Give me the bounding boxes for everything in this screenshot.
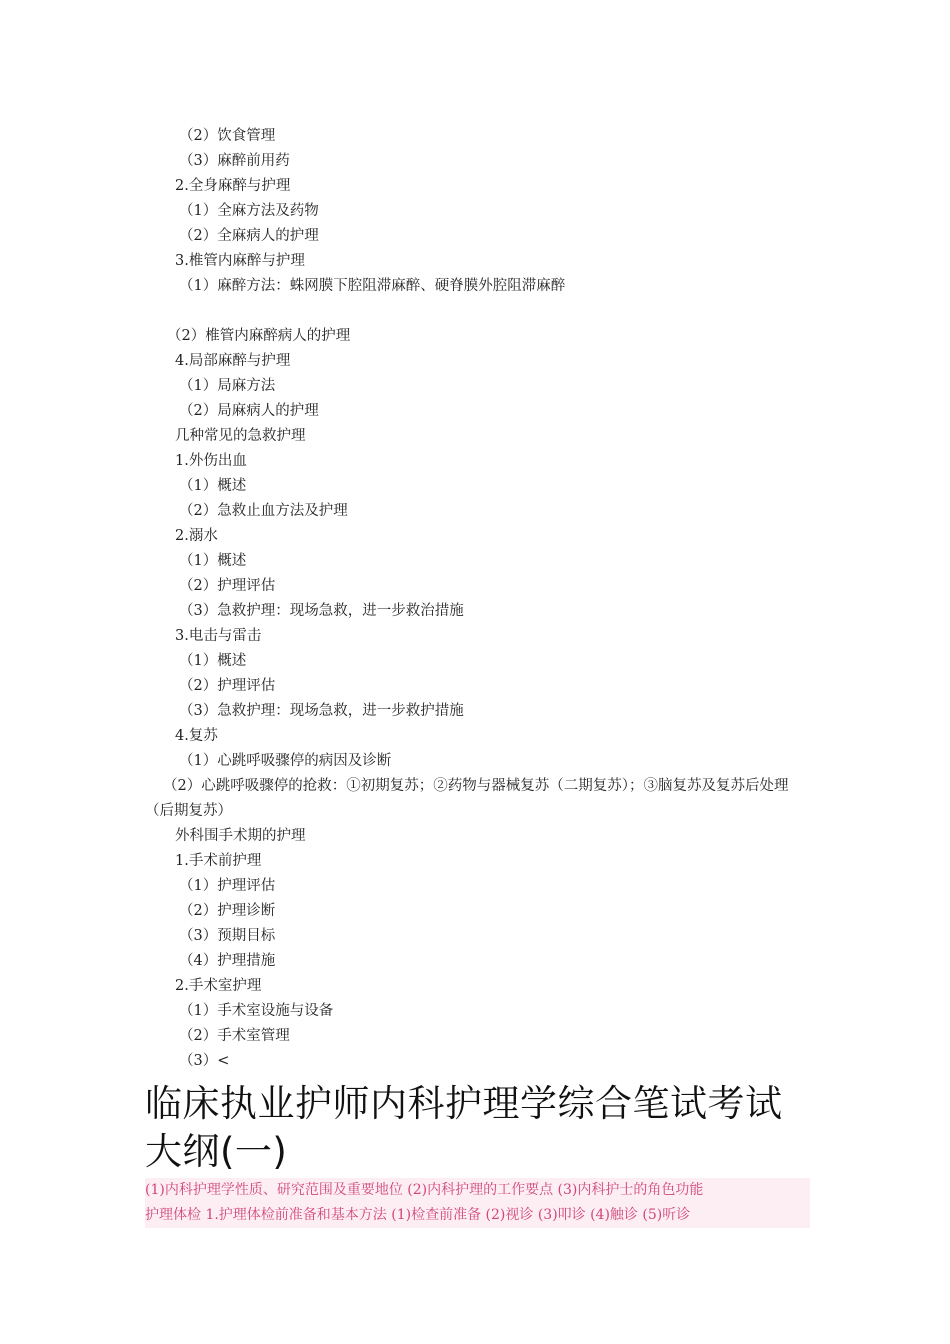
outline-line: （2）护理评估: [179, 678, 276, 694]
outline-line: （1）概述: [179, 653, 247, 669]
outline-line: 4.复苏: [175, 728, 218, 744]
outline-line: （2）护理诊断: [179, 903, 276, 919]
outline-line: （4）护理措施: [179, 953, 276, 969]
summary-line-1: (1)内科护理学性质、研究范围及重要地位 (2)内科护理的工作要点 (3)内科护士的角色功能: [145, 1182, 704, 1198]
summary-line-2: 护理体检 1.护理体检前准备和基本方法 (1)检查前准备 (2)视诊 (3)叩诊 (4)触诊 (5)听诊: [145, 1207, 691, 1223]
outline-line: （1）概述: [179, 478, 247, 494]
blank-line: [145, 299, 810, 324]
outline-line: （3）预期目标: [179, 928, 276, 944]
outline-line: （3）急救护理：现场急救，进一步救治措施: [179, 603, 464, 619]
resuscitation-paragraph: （2）心跳呼吸骤停的抢救：①初期复苏；②药物与器械复苏（二期复苏）；③脑复苏及复苏后处理（后期复苏）: [145, 778, 789, 819]
outline-line: （2）饮食管理: [179, 128, 276, 144]
outline-line: （2）椎管内麻醉病人的护理: [167, 328, 351, 344]
highlighted-summary: [145, 1178, 810, 1228]
outline-line: （1）心跳呼吸骤停的病因及诊断: [179, 753, 392, 769]
outline-line: 2.全身麻醉与护理: [175, 178, 291, 194]
outline-line: （2）局麻病人的护理: [179, 403, 319, 419]
outline-line: （2）护理评估: [179, 578, 276, 594]
outline-line: 1.手术前护理: [175, 853, 262, 869]
document-content: [145, 124, 810, 1228]
outline-line: （3）<: [179, 1053, 230, 1069]
outline-line: 4.局部麻醉与护理: [175, 353, 291, 369]
outline-line: （1）概述: [179, 553, 247, 569]
outline-line: （1）护理评估: [179, 878, 276, 894]
outline-section-anesthesia: [145, 124, 810, 299]
outline-line: 几种常见的急救护理: [175, 428, 306, 444]
title-line-1: 临床执业护师内科护理学综合笔试考试: [145, 1082, 783, 1125]
outline-line: （3）麻醉前用药: [179, 153, 290, 169]
outline-line: 3.电击与雷击: [175, 628, 262, 644]
outline-section-emergency: [145, 324, 810, 774]
outline-line: （1）全麻方法及药物: [179, 203, 319, 219]
title-line-2: 大纲(一): [145, 1130, 288, 1173]
outline-line: （1）局麻方法: [179, 378, 276, 394]
outline-line: 2.溺水: [175, 528, 218, 544]
outline-line: （1）手术室设施与设备: [179, 1003, 334, 1019]
outline-line: 1.外伤出血: [175, 453, 247, 469]
outline-line: （3）急救护理：现场急救，进一步救护措施: [179, 703, 464, 719]
outline-line: 3.椎管内麻醉与护理: [175, 253, 305, 269]
outline-line: （1）麻醉方法：蛛网膜下腔阻滞麻醉、硬脊膜外腔阻滞麻醉: [179, 278, 566, 294]
outline-line: （2）全麻病人的护理: [179, 228, 319, 244]
outline-line: 2.手术室护理: [175, 978, 262, 994]
page-title: [145, 1080, 810, 1176]
outline-line: （2）急救止血方法及护理: [179, 503, 348, 519]
outline-line: （2）手术室管理: [179, 1028, 290, 1044]
outline-section-perioperative: [145, 824, 810, 1074]
outline-line: 外科围手术期的护理: [175, 828, 306, 844]
